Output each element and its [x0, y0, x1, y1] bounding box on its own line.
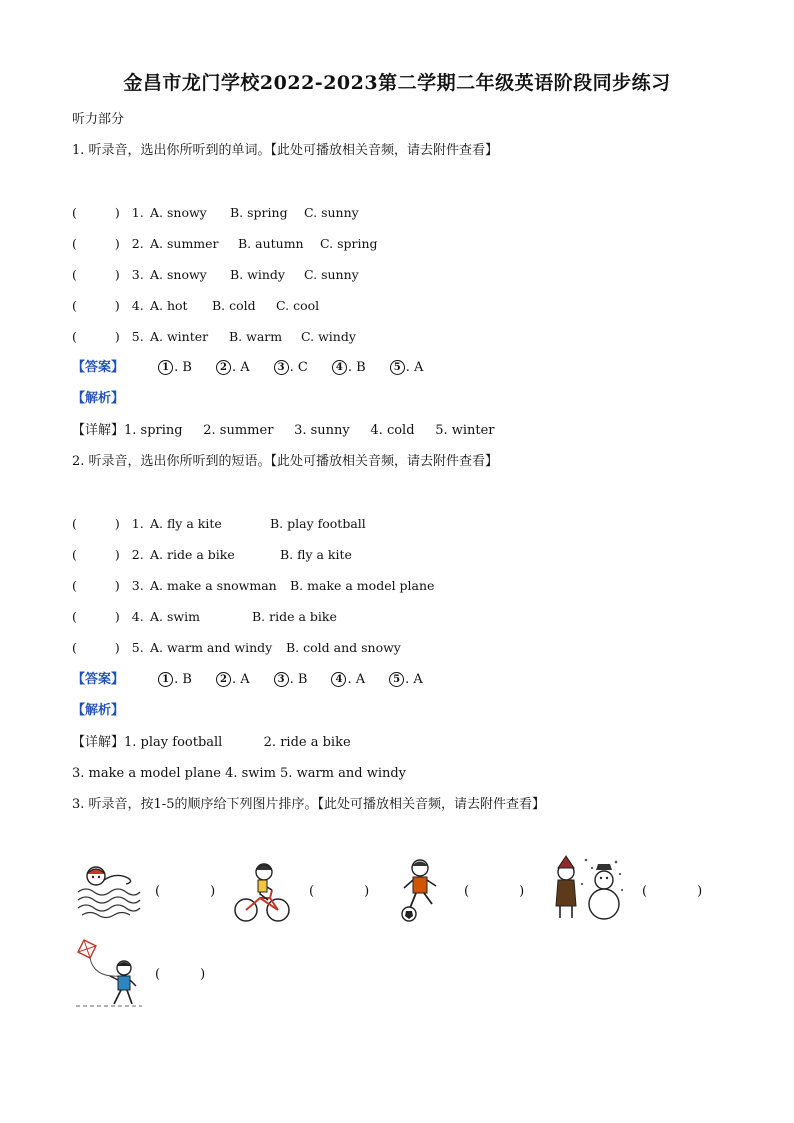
q1-row-2 [72, 236, 378, 252]
answer-5: 5 . A [390, 360, 424, 376]
q1-prompt: 1. 听录音，选出你所听到的单词。【此处可播放相关音频，请去附件查看】 [72, 143, 499, 158]
circled-number: 2 [216, 360, 231, 375]
item-number: 1. [131, 205, 144, 220]
item-number: 4. [131, 609, 144, 624]
option-b: B. autumn [238, 236, 304, 251]
option-a: A. summer [150, 236, 219, 251]
q2-row-2 [72, 547, 352, 563]
picture-4-blank[interactable]: ( ) [642, 884, 703, 899]
q1-row-5 [72, 329, 356, 345]
item-number: 5. [131, 640, 144, 655]
answer-1: 1 . B [158, 672, 192, 688]
option-a: A. winter [150, 329, 209, 344]
q1-detail-line [72, 423, 495, 439]
q2-answer-line [72, 672, 423, 688]
q1-row-1 [72, 205, 359, 221]
q1-answer-line [72, 360, 423, 376]
q3-prompt: 3. 听录音，按1-5的顺序给下列图片排序。【此处可播放相关音频，请去附件查看】 [72, 797, 545, 812]
answer-3: 3 . B [274, 672, 308, 688]
swimming-picture [74, 862, 142, 920]
q1-analysis-label: 【解析】 [72, 391, 125, 406]
option-c: C. windy [301, 329, 356, 344]
answer-3: 3 . C [274, 360, 308, 376]
item-number: 5. [131, 329, 144, 344]
item-number: 4. [131, 298, 144, 313]
q2-detail-line [72, 735, 351, 751]
option-b: B. spring [230, 205, 288, 220]
q2-detail: 1. play football 2. ride a bike [124, 735, 351, 750]
option-b: B. make a model plane [290, 578, 435, 593]
answer-blank[interactable]: ( ) [72, 267, 120, 282]
q1-row-4 [72, 298, 320, 314]
answer-2: 2 . A [216, 672, 250, 688]
option-b: B. warm [229, 329, 283, 344]
option-c: C. sunny [304, 267, 359, 282]
answer-blank[interactable]: ( ) [72, 609, 120, 624]
q2-row-4 [72, 609, 337, 625]
q2-prompt: 2. 听录音，选出你所听到的短语。【此处可播放相关音频，请去附件查看】 [72, 454, 499, 469]
answer-blank[interactable]: ( ) [72, 640, 120, 655]
item-number: 3. [131, 578, 144, 593]
item-number: 1. [131, 516, 144, 531]
picture-1-blank[interactable]: ( ) [155, 884, 216, 899]
option-b: B. play football [270, 516, 366, 531]
option-b: B. cold and snowy [286, 640, 401, 655]
circled-number: 1 [158, 672, 173, 687]
circled-number: 1 [158, 360, 173, 375]
answer-blank[interactable]: ( ) [72, 236, 120, 251]
detail-label: 【详解】 [72, 735, 125, 750]
answer-5: 5 . A [389, 672, 423, 688]
picture-5-blank[interactable]: ( ) [155, 967, 206, 982]
circled-number: 5 [389, 672, 404, 687]
item-number: 2. [131, 547, 144, 562]
answer-2: 2 . A [216, 360, 250, 376]
answer-blank[interactable]: ( ) [72, 298, 120, 313]
flying-kite-picture [74, 938, 144, 1010]
q1-row-3 [72, 267, 359, 283]
circled-number: 3 [274, 360, 289, 375]
answer-blank[interactable]: ( ) [72, 329, 120, 344]
answer-blank[interactable]: ( ) [72, 205, 120, 220]
detail-label: 【详解】 [72, 423, 125, 438]
option-a: A. swim [150, 609, 200, 624]
circled-number: 5 [390, 360, 405, 375]
option-b: B. windy [230, 267, 285, 282]
circled-number: 4 [332, 360, 347, 375]
q1-detail: 1. spring 2. summer 3. sunny 4. cold 5. winter [124, 423, 495, 438]
answer-blank[interactable]: ( ) [72, 547, 120, 562]
q2-row-5 [72, 640, 401, 656]
item-number: 2. [131, 236, 144, 251]
answer-blank[interactable]: ( ) [72, 578, 120, 593]
option-a: A. fly a kite [150, 516, 222, 531]
answer-blank[interactable]: ( ) [72, 516, 120, 531]
circled-number: 2 [216, 672, 231, 687]
riding-bike-picture [232, 858, 292, 924]
option-a: A. snowy [150, 205, 207, 220]
option-a: A. hot [150, 298, 188, 313]
option-b: B. fly a kite [280, 547, 352, 562]
item-number: 3. [131, 267, 144, 282]
page-title: 金昌市龙门学校2022-2023第二学期二年级英语阶段同步练习 [123, 72, 671, 94]
q2-row-1 [72, 516, 366, 532]
picture-2-blank[interactable]: ( ) [309, 884, 370, 899]
answer-label: 【答案】 [72, 672, 125, 687]
q2-detail-line-2: 3. make a model plane 4. swim 5. warm and windy [72, 766, 407, 781]
option-a: A. make a snowman [150, 578, 277, 593]
answer-4: 4 . A [331, 672, 365, 688]
circled-number: 4 [331, 672, 346, 687]
option-c: C. sunny [304, 205, 359, 220]
snowman-picture [546, 854, 626, 924]
q2-analysis-label: 【解析】 [72, 703, 125, 718]
option-b: B. cold [212, 298, 256, 313]
option-a: A. snowy [150, 267, 207, 282]
option-a: A. warm and windy [150, 640, 273, 655]
answer-1: 1 . B [158, 360, 192, 376]
q2-row-3 [72, 578, 435, 594]
picture-3-blank[interactable]: ( ) [464, 884, 525, 899]
option-c: C. cool [276, 298, 320, 313]
answer-label: 【答案】 [72, 360, 125, 375]
answer-4: 4 . B [332, 360, 366, 376]
option-b: B. ride a bike [252, 609, 337, 624]
playing-football-picture [396, 856, 444, 924]
section-heading: 听力部分 [72, 112, 125, 127]
circled-number: 3 [274, 672, 289, 687]
option-a: A. ride a bike [150, 547, 235, 562]
option-c: C. spring [320, 236, 378, 251]
